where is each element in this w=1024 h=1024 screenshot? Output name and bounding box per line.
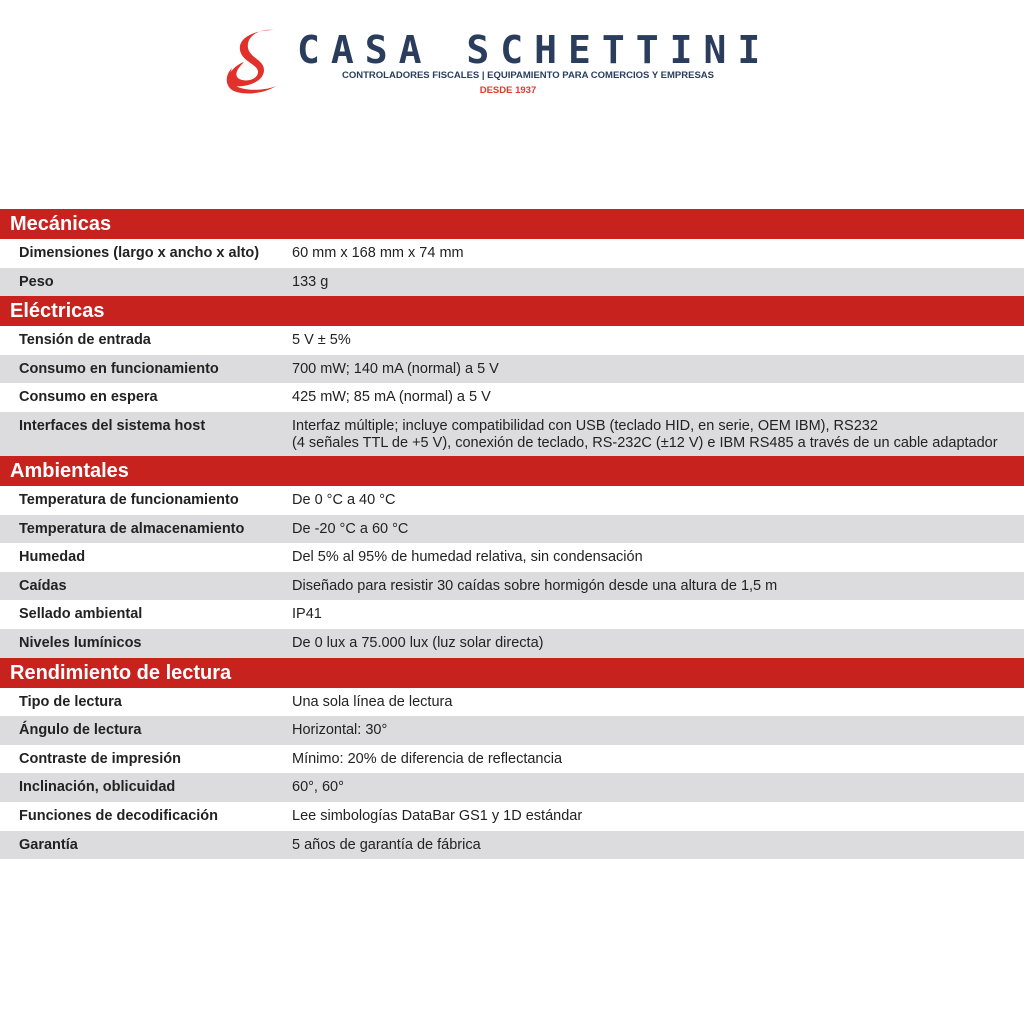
spec-value: IP41 <box>292 606 322 623</box>
spec-label: Tipo de lectura <box>19 693 122 710</box>
section-header: Rendimiento de lectura <box>0 658 1024 688</box>
spec-value: De 0 lux a 75.000 lux (luz solar directa) <box>292 634 544 651</box>
spec-row <box>0 572 1024 601</box>
spec-row <box>0 745 1024 774</box>
spec-label: Consumo en funcionamiento <box>19 360 219 377</box>
spec-value: Diseñado para resistir 30 caídas sobre hormigón desde una altura de 1,5 m <box>292 577 778 594</box>
spec-row <box>0 600 1024 629</box>
spec-value: De -20 °C a 60 °C <box>292 520 409 537</box>
spec-value: Horizontal: 30° <box>292 722 388 739</box>
brand-header <box>0 0 1024 110</box>
spec-label: Niveles lumínicos <box>19 634 142 651</box>
spec-section <box>0 209 1024 296</box>
spec-label: Inclinación, oblicuidad <box>19 779 176 796</box>
spec-value: Una sola línea de lectura <box>292 693 453 710</box>
spec-value: De 0 °C a 40 °C <box>292 491 396 508</box>
spec-row <box>0 716 1024 745</box>
spec-label: Funciones de decodificación <box>19 807 219 824</box>
spec-row <box>0 383 1024 412</box>
spec-value: 5 V ± 5% <box>292 332 351 349</box>
spec-label: Temperatura de almacenamiento <box>19 520 245 537</box>
spec-value: 5 años de garantía de fábrica <box>292 836 481 853</box>
spec-value: Del 5% al 95% de humedad relativa, sin condensación <box>292 549 643 566</box>
spec-value-line: Interfaz múltiple; incluye compatibilidad con USB (teclado HID, en serie, OEM IBM), RS232 <box>292 417 878 434</box>
spec-label: Garantía <box>19 836 78 853</box>
spec-row <box>0 326 1024 355</box>
spec-section <box>0 456 1024 658</box>
spec-label: Temperatura de funcionamiento <box>19 491 239 508</box>
spec-row <box>0 515 1024 544</box>
brand-name: CASA SCHETTINI <box>297 28 772 72</box>
spec-label: Sellado ambiental <box>19 606 143 623</box>
spec-row <box>0 831 1024 860</box>
spec-row <box>0 543 1024 572</box>
spec-value <box>292 412 1024 456</box>
casa-schettini-logo-icon <box>224 28 282 94</box>
section-header: Eléctricas <box>0 296 1024 326</box>
spec-label: Dimensiones (largo x ancho x alto) <box>19 245 260 261</box>
spec-table <box>0 209 1024 859</box>
brand-tagline: CONTROLADORES FISCALES | EQUIPAMIENTO PARA COMERCIOS Y EMPRESAS <box>342 70 714 81</box>
spec-value: 425 mW; 85 mA (normal) a 5 V <box>292 389 491 406</box>
spec-value: 700 mW; 140 mA (normal) a 5 V <box>292 360 499 377</box>
spec-row <box>0 688 1024 717</box>
spec-label: Caídas <box>19 577 67 594</box>
spec-value: 133 g <box>292 273 329 290</box>
spec-value-line: (4 señales TTL de +5 V), conexión de teclado, RS-232C (±12 V) e IBM RS485 a través de un cable adaptador <box>292 434 998 451</box>
spec-value: 60°, 60° <box>292 779 344 796</box>
spec-row <box>0 773 1024 802</box>
spec-row <box>0 802 1024 831</box>
spec-row <box>0 239 1024 268</box>
section-header: Ambientales <box>0 456 1024 486</box>
spec-row <box>0 486 1024 515</box>
spec-value: 60 mm x 168 mm x 74 mm <box>292 245 464 261</box>
spec-row <box>0 629 1024 658</box>
spec-label: Tensión de entrada <box>19 332 151 349</box>
spec-label: Consumo en espera <box>19 389 158 406</box>
section-header: Mecánicas <box>0 209 1024 239</box>
spec-label: Contraste de impresión <box>19 750 181 767</box>
spec-row <box>0 268 1024 297</box>
spec-row <box>0 412 1024 456</box>
spec-label: Interfaces del sistema host <box>19 417 206 434</box>
spec-label: Humedad <box>19 549 86 566</box>
spec-label: Peso <box>19 273 54 290</box>
spec-row <box>0 355 1024 384</box>
spec-label: Ángulo de lectura <box>19 722 142 739</box>
spec-value: Lee simbologías DataBar GS1 y 1D estándar <box>292 807 583 824</box>
spec-section <box>0 296 1024 456</box>
spec-section <box>0 658 1024 860</box>
spec-value: Mínimo: 20% de diferencia de reflectancia <box>292 750 563 767</box>
brand-since: DESDE 1937 <box>479 85 537 96</box>
